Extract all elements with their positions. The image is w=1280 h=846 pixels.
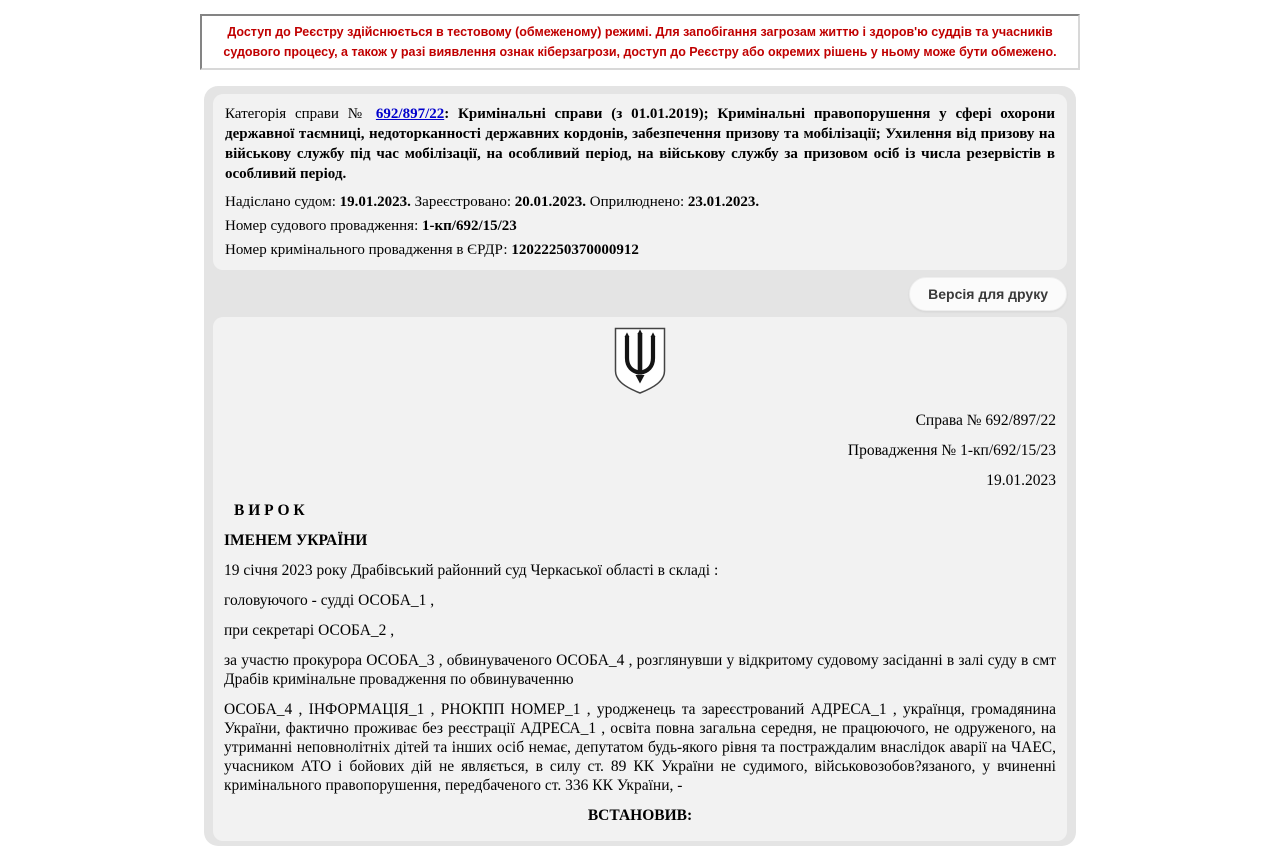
category-label: Категорія справи № xyxy=(225,106,376,122)
case-number-link[interactable]: 692/897/22 xyxy=(375,106,445,122)
sent-date: 19.01.2023. xyxy=(339,194,411,210)
category-text: : Кримінальні справи (з 01.01.2019); Кримінальні правопорушення у сфері охорони державної таємниці, недоторканності державних кордонів, забезпечення призову та мобілізації; Ухилення від призову на військову службу під час мобілізації, на особливий період, на військову службу за призовом осіб із числа резервістів в особливий період. xyxy=(225,106,1055,182)
criminal-proceeding-number: 12022250370000912 xyxy=(511,242,639,258)
court-proceeding-line xyxy=(225,216,1055,236)
criminal-proceeding-line xyxy=(225,240,1055,260)
verdict-subtitle: ІМЕНЕМ УКРАЇНИ xyxy=(224,532,368,549)
toolbar xyxy=(213,270,1067,317)
print-version-button[interactable]: Версія для друку xyxy=(909,277,1067,311)
published-date: 23.01.2023. xyxy=(687,194,760,210)
registered-label: Зареєстровано: xyxy=(410,194,515,210)
paragraph-court-composition: 19 січня 2023 року Драбівський районний суд Черкаської області в складі : xyxy=(224,562,719,579)
case-number-line: Справа № 692/897/22 xyxy=(915,412,1056,429)
ukraine-trident-icon xyxy=(614,327,666,395)
decision-date-line: 19.01.2023 xyxy=(986,472,1056,489)
page xyxy=(0,14,1280,846)
registry-warning-banner xyxy=(200,14,1080,70)
content-container xyxy=(204,86,1076,846)
case-category-line xyxy=(225,104,1055,184)
established-heading: ВСТАНОВИВ: xyxy=(587,807,693,824)
court-proceeding-label: Номер судового провадження: xyxy=(225,218,422,234)
published-label: Оприлюднено: xyxy=(586,194,688,210)
paragraph-participants: за участю прокурора ОСОБА_3 , обвинуваченого ОСОБА_4 , розглянувши у відкритому судовому засіданні в залі суду в смт Драбів кримінальне провадження по обвинуваченню xyxy=(224,652,1056,688)
paragraph-secretary: при секретарі ОСОБА_2 , xyxy=(224,622,395,639)
sent-label: Надіслано судом: xyxy=(225,194,340,210)
warning-text: Доступ до Реєстру здійснюється в тестовому (обмеженому) режимі. Для запобігання загрозам життю і здоров'ю суддів та учасників судового процесу, а також у разі виявлення ознак кіберзагрози, доступ до Реєстру або окремих рішень у ньому може бути обмежено. xyxy=(223,25,1057,59)
verdict-title: В И Р О К xyxy=(234,502,305,519)
coat-of-arms-container xyxy=(224,327,1056,400)
court-decision-panel xyxy=(213,317,1067,841)
criminal-proceeding-label: Номер кримінального провадження в ЄРДР: xyxy=(225,242,512,258)
court-proceeding-number: 1-кп/692/15/23 xyxy=(422,218,517,234)
proceeding-number-line: Провадження № 1-кп/692/15/23 xyxy=(847,442,1056,459)
registered-date: 20.01.2023. xyxy=(514,194,587,210)
dates-line xyxy=(225,192,1055,212)
paragraph-defendant-details: ОСОБА_4 , ІНФОРМАЦІЯ_1 , РНОКПП НОМЕР_1 , уродженець та зареєстрований АДРЕСА_1 , українця, громадянина України, фактично проживає без реєстрації АДРЕСА_1 , освіта повна загальна середня, не працюючого, не одруженого, на утриманні неповнолітніх дітей та інших осіб немає, депутатом будь-якого рівня та постраждалим внаслідок аварії на ЧАЕС, учасником АТО і бойових дій не являється, в силу ст. 89 КК України не судимого, військовозобов?язаного, у вчиненні кримінального правопорушення, передбаченого ст. 336 КК України, - xyxy=(224,701,1056,794)
case-info-panel xyxy=(213,94,1067,270)
paragraph-presiding-judge: головуючого - судді ОСОБА_1 , xyxy=(224,592,435,609)
